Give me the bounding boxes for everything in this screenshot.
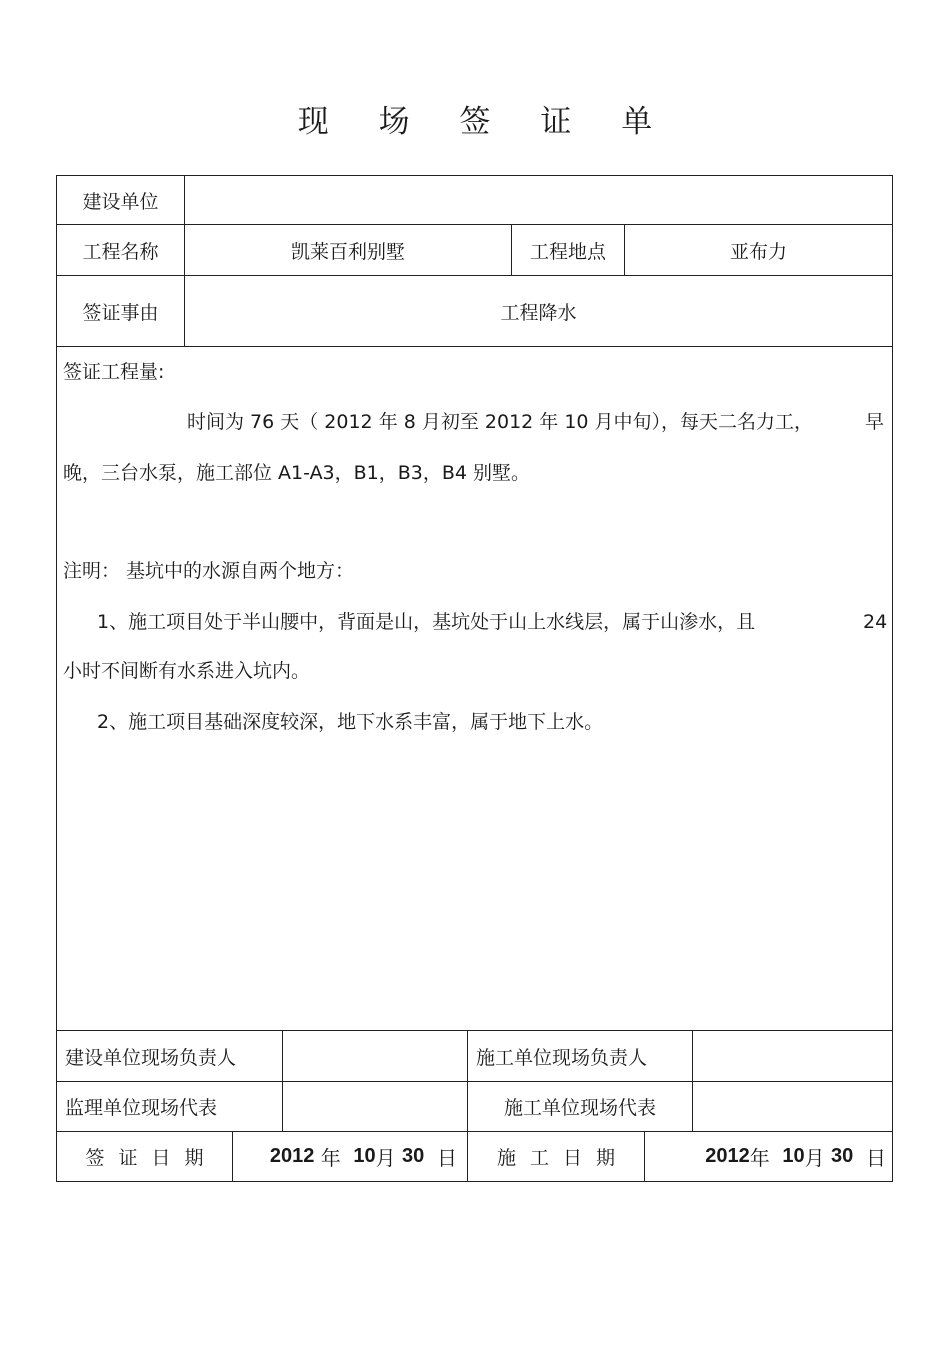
construction-unit-field[interactable]	[185, 176, 892, 224]
work-date-day: 30	[831, 1145, 854, 1167]
supervisor-rep-field[interactable]	[283, 1082, 467, 1131]
document-title: 现 场 签 证 单	[297, 104, 673, 140]
month-unit: 月	[804, 1146, 825, 1170]
project-location-label: 工程地点	[529, 240, 606, 263]
quantity-heading: 签证工程量:	[63, 361, 165, 383]
work-date-month: 10	[782, 1145, 805, 1167]
note-item1-line2: 小时不间断有水系进入坑内。	[63, 660, 311, 682]
visa-reason-label: 签证事由	[82, 301, 159, 324]
quantity-paragraph-line2: 晚，三台水泵，施工部位 A1-A3，B1，B3，B4 别墅。	[63, 462, 531, 484]
sign-date-value[interactable]	[233, 1132, 467, 1181]
note-heading: 注明： 基坑中的水源自两个地方：	[63, 560, 355, 582]
note-item2: 2、施工项目基础深度较深，地下水系丰富，属于地下上水。	[97, 711, 604, 733]
note-item1-line1: 1、施工项目处于半山腰中，背面是山，基坑处于山上水线层，属于山渗水，且	[97, 611, 756, 633]
note-item1-line1-end: 24	[863, 611, 888, 633]
owner-rep-field[interactable]	[283, 1031, 467, 1081]
project-location-field[interactable]: 亚布力	[729, 240, 787, 263]
owner-rep-label: 建设单位现场负责人	[65, 1046, 237, 1069]
sign-date-day: 30	[402, 1145, 425, 1167]
contractor-rep-label: 施工单位现场负责人	[476, 1046, 648, 1069]
sign-date-month: 10	[353, 1145, 376, 1167]
year-unit: 年	[749, 1146, 770, 1170]
sign-date-label: 签证日期	[85, 1147, 218, 1169]
day-unit: 日	[437, 1146, 457, 1170]
year-unit: 年	[320, 1146, 341, 1170]
month-unit: 月	[375, 1146, 396, 1170]
project-name-label: 工程名称	[82, 240, 159, 263]
work-date-value[interactable]	[645, 1132, 892, 1181]
supervisor-rep-label: 监理单位现场代表	[65, 1097, 218, 1119]
work-date-year: 2012	[705, 1145, 750, 1167]
sign-date-year: 2012	[269, 1145, 315, 1167]
visa-form-table	[56, 175, 893, 1182]
quantity-paragraph-line1: 时间为 76 天（ 2012 年 8 月初至 2012 年 10 月中旬），每天二名力工，	[187, 411, 814, 433]
row-divider	[57, 346, 892, 347]
contractor-rep-field[interactable]	[693, 1031, 892, 1081]
day-unit: 日	[866, 1146, 886, 1170]
work-date-label: 施工日期	[496, 1147, 629, 1169]
contractor-agent-label: 施工单位现场代表	[503, 1097, 656, 1119]
contractor-agent-field[interactable]	[693, 1082, 892, 1131]
quantity-paragraph-line1-end: 早	[865, 411, 885, 433]
visa-reason-field[interactable]: 工程降水	[500, 301, 577, 324]
project-name-field[interactable]: 凯莱百利别墅	[290, 240, 405, 263]
construction-unit-label: 建设单位	[82, 190, 159, 213]
